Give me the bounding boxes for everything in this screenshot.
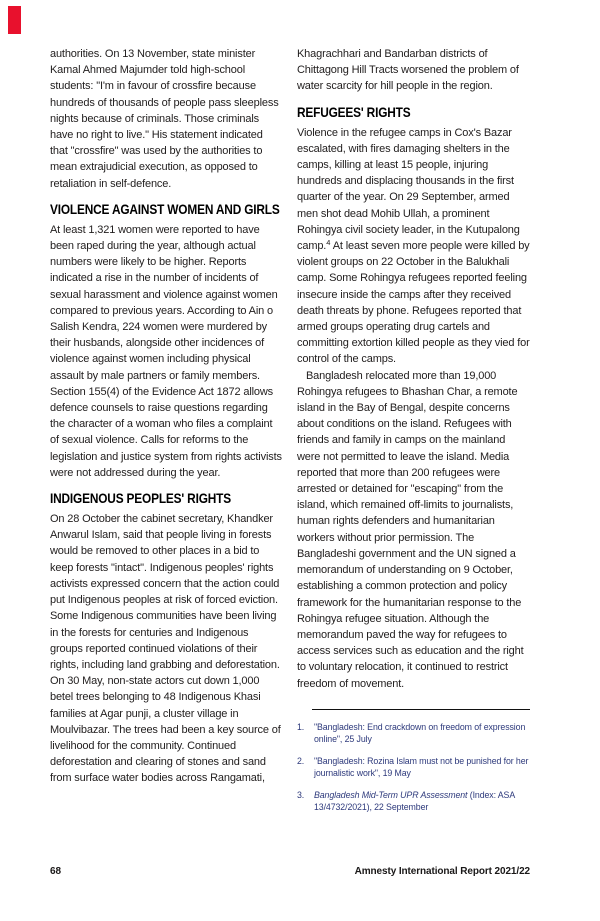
page-corner-tab: [8, 6, 21, 34]
footnote-link[interactable]: [314, 755, 530, 780]
footnote-number: 3.: [297, 789, 305, 800]
footnotes-section: [297, 709, 530, 814]
footnote-reference-4[interactable]: 4: [326, 238, 331, 248]
footnote-text: (Index: ASA 13/4732/2021), 22 September: [314, 789, 515, 813]
page-number: 68: [50, 866, 61, 877]
footnote-link[interactable]: [314, 721, 530, 746]
paragraph-refugee-camps-text-continued: At least seven more people were killed by violent groups on 22 October in the Balukhali camp. Some Rohingya refugees reported feeling insecure inside the camps after they received death threats by phone. Refugees reported that armed groups operating drug cartels and committing extortion killed people as they vied for control of the camps.: [297, 240, 530, 366]
footnote-number: 2.: [297, 755, 305, 766]
footnote-number: 1.: [297, 721, 305, 732]
footnote-italic-title: Bangladesh Mid-Term UPR Assessment: [314, 789, 468, 800]
paragraph-indigenous-rights: On 28 October the cabinet secretary, Khandker Anwarul Islam, said that people living in forests would be removed to other places in a bid to keep forests "intact". Indigenous peoples' rights activists expressed concern that the action could put Indigenous peoples at risk of forced eviction. Some Indigenous communities have been living in the forests for centuries and Indigenous groups reported continued violations of their rights, including land grabbing and deforestation. On 30 May, non-state actors cut down 1,000 betel trees belonging to 48 Indigenous Khasi families at Agar punji, a cluster village in Moulvibazar. The trees had been a key source of livelihood for the community. Continued deforestation and clearing of stones and sand from surface water bodies across Rangamati,: [50, 513, 281, 785]
footnote-divider: [312, 709, 530, 710]
section-heading-violence-against-women-and-girls: VIOLENCE AGAINST WOMEN AND GIRLS: [50, 201, 280, 217]
footnote-text: "Bangladesh: Rozina Islam must not be punished for her journalistic work", 19 May: [314, 755, 529, 779]
paragraph-violence-against-women: At least 1,321 women were reported to have been raped during the year, although actual numbers were likely to be higher. Reports indicated a rise in the number of incidents of sexual harassment and violence against women compared to previous years. According to Ain o Salish Kendra, 224 women were murdered by their husbands, alongside other incidences of violence against women including physical assault by male partners or family members. Section 155(4) of the Evidence Act 1872 allows defence counsels to raise questions regarding the character of a woman who files a complaint of sexual violence. Calls for reforms to the legislation and justice system from rights activists were not addressed during the year.: [50, 223, 282, 479]
page-footer: [50, 866, 530, 877]
footnote-item-1: [297, 721, 530, 746]
footnote-item-2: [297, 755, 530, 780]
section-heading-indigenous-peoples-rights: INDIGENOUS PEOPLES' RIGHTS: [50, 491, 231, 507]
left-column: [50, 46, 283, 823]
paragraph-bhashan-char: Bangladesh relocated more than 19,000 Rohingya refugees to Bhashan Char, a remote island in the Bay of Bengal, despite concerns about conditions on the island. Refugees with friends and family in camps on the mainland were not permitted to leave the island. Media reported that more than 200 refugees were arrested or detained for "escaping" from the island, which remained off-limits to journalists, human rights defenders and humanitarian workers without prior permission. The Bangladeshi government and the UN signed a memorandum of understanding on 9 October, establishing a common protection and policy framework for the humanitarian response to the Rohingya refugee situation. Although the memorandum paved the way for refugees to access services such as education and the right to voluntary relocation, it continued to restrict freedom of movement.: [297, 369, 524, 690]
footnote-item-3: [297, 789, 530, 814]
footnote-link[interactable]: [314, 789, 530, 814]
paragraph-hill-tracts: Khagrachhari and Bandarban districts of Chittagong Hill Tracts worsened the problem of water scarcity for hill people in the region.: [297, 48, 519, 93]
right-column: [297, 46, 530, 823]
paragraph-refugee-camps: [297, 125, 530, 368]
paragraph-refugee-camps-text: Violence in the refugee camps in Cox's Bazar escalated, with fires damaging shelters in the camps, killing at least 15 people, injuring hundreds and displacing thousands in the first quarter of the year. On 29 September, armed men shot dead Mohib Ullah, a prominent Rohingya civil society leader, in the Kutupalong camp.: [297, 126, 520, 253]
paragraph-crossfire: authorities. On 13 November, state minister Kamal Ahmed Majumder told high-school students: "I'm in favour of crossfire because hundreds of thousands of people pass sleepless nights because of criminals. Those criminals have no right to live." His statement indicated that "crossfire" was used by the authorities to mean extrajudicial execution, as opposed to retaliation in self-defence.: [50, 48, 279, 190]
section-heading-refugees-rights: REFUGEES' RIGHTS: [297, 104, 411, 120]
report-title: Amnesty International Report 2021/22: [354, 866, 530, 877]
two-column-layout: [50, 46, 530, 823]
footnote-text: "Bangladesh: End crackdown on freedom of expression online", 25 July: [314, 721, 526, 745]
